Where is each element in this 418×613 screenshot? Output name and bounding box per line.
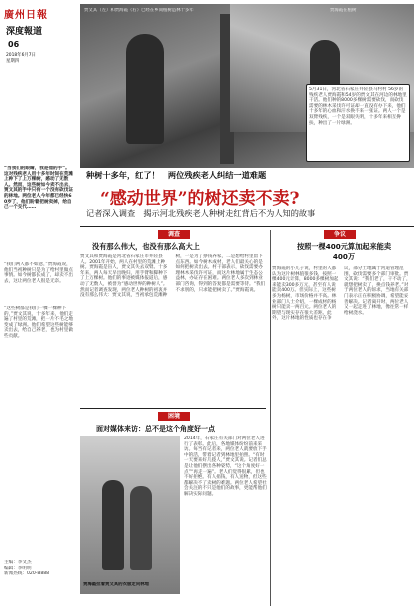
photo-figure-a — [102, 480, 124, 570]
callout-text: 5月31日，河北省石家庄井陉县马村村 56岁的残疾老人贾海霞和54岁的贾文其在河边的林地里干活。他们种的8000多棵树需要砍伐，而砍伐需要的林木采伐许可证却一直没有办下来，他们十多年的心血和汗水换不来一张证。两人一个是双臂残疾，一个是双眼失明，十多年来相互搀扶，种出了一片绿洲。 — [309, 87, 407, 126]
sidebar-intro: “当我们的眼睛，我是他的手”。这对残疾老人用十多年时间在荒滩上种下了上万棵树，感动了无数人。然而，这些树如今卖不出去，贾文其的手中只有一个没有砍伐证的林地。两位老人今年都已经快60岁了，他们盼着把树卖掉，给自己一个交代…… — [4, 166, 73, 211]
sidebar-paragraph: “我们两人都不如意，”贾海霞说，他们当初种树只是为了给村里做点事情。如今树都长成了，却卖不出去，这让两位老人很是无奈。 — [4, 262, 73, 284]
section-b — [80, 408, 268, 598]
headline-main: “感动世界”的树还卖不卖? — [100, 189, 300, 209]
inset-caption: 贾海霞在植树 — [330, 8, 357, 13]
credit-phone: 新闻热线：020-8888 — [4, 571, 50, 577]
callout-box — [306, 84, 410, 162]
section-a-title: 没有那么伟大，也没有那么高大上 — [92, 242, 200, 251]
section-c — [272, 230, 414, 606]
section-c-body: 贾海霞的小儿子说，村里的人都认为这片树林值很多钱，按照一棵400元计算，8000多棵树加起来能卖300多万元，甚至有人说能卖400万。但实际上，这些树多为杨树，市场价格并不高。林业部门人士介绍，一棵成材的杨树只能卖一两百元。两位老人的期望与现实存在很大差距。此外，这片林地的性质也存在争议，部分土地属于河道管理范围，砍伐需要多个部门审批。贾文其说：“我们老了，干不动了，就想把树卖了，换点钱养老。”对于两位老人的诉求，当地有关部门表示正在积极协调，希望能妥善解决。记者离开时，两位老人又一起走进了林地，像往常一样给树浇水。 — [272, 266, 411, 322]
sidebar-paragraph: “这些树都是我们一棵一棵种下的，”贾文其说，十多年来，他们走遍了村里的荒滩，把一片不毛之地变成了绿洲。他们希望这些树能够卖出去，给自己养老，也为村里做些贡献。 — [4, 306, 73, 339]
section-name: 深度報道 — [6, 27, 43, 37]
section-c-badge: 争议 — [324, 230, 356, 239]
newspaper-logo: 廣州日報 — [4, 10, 48, 21]
left-sidebar — [4, 166, 74, 536]
section-b-badge: 困境 — [158, 412, 190, 421]
section-b-body: 2014年，石家庄有关部门对两位老人进行了表彰。此后，各地媒体纷纷前来采访。每当有记者来，两位老人就要放下手中的活，带着记者到林地里拍照。“有时一天要来好几拨人，”贾文其说。记者们总是让他们摆出各种姿势，“这个角度好一点”“再走一遍”。老人们觉得很累，但也不好拒绝。有人捐钱，有人送物，但这些都解决不了卖树的难题。两位老人希望社会关注的不只是他们的故事，更能帮他们解决实际问题。 — [184, 436, 267, 497]
masthead — [0, 0, 78, 66]
photo-figure-left — [126, 34, 164, 144]
publication-weekday: 星期四 — [6, 59, 20, 64]
top-photo-caption: 贾文其（左）和贾海霞（右）已经在乡间植树造林十多年 — [84, 8, 194, 13]
publication-date: 2018年6月7日 — [6, 53, 36, 58]
section-b-photo-caption: 贾海霞拉着贾文其的衣服走向林地 — [83, 582, 149, 587]
section-a-body: 贾文其和贾海霞是河北省石家庄市井陉县人。2001年开始，两人在村里的荒滩上种树。贾海霞是盲人，贾文其失去双臂。十多年来，两人每天早出晚归，用手臂和脚种下了上万棵树。他们的事迹被媒体报道后，感动了无数人，被誉为“感动世界的种树人”。然而记者调查发现，两位老人种树的初衷并没有那么伟大：贾文其说，当初承包荒滩种树，一是为了挣钱养家，二是想给村里留下点东西。如今树木成材，老人们最关心的是如何把树卖出去。村干部表示，砍伐需要办理林木采伐许可证，而这片林地属于生态公益林，办证存在困难。两位老人多次到林业部门咨询，得到的答复都是需要等待。“我们不求别的，只求能把树卖了。”贾海霞说。 — [80, 254, 266, 299]
photo-figure-b — [130, 486, 152, 570]
credit-editor: 主编：李文杰 — [4, 560, 32, 565]
headline-deck: 记者深入调查 揭示河北残疾老人种树走红背后不为人知的故事 — [86, 208, 316, 218]
credit-designer: 编辑：李明明 — [4, 565, 32, 571]
section-a-badge: 调查 — [158, 230, 190, 239]
headline-kicker: 种树十多年，红了！ 两位残疾老人纠结一道难题 — [86, 170, 267, 180]
credits — [4, 560, 74, 608]
section-b-divider — [80, 408, 266, 409]
section-b-photo — [80, 436, 180, 594]
section-a — [80, 230, 268, 408]
section-b-title: 面对媒体来访：总不是这个角度好一点 — [96, 425, 215, 433]
page-number: 06 — [8, 40, 20, 49]
section-c-title: 按照一棵400元算加起来能卖400万 — [296, 242, 392, 261]
column-divider — [270, 230, 271, 606]
headline-divider — [80, 226, 414, 227]
